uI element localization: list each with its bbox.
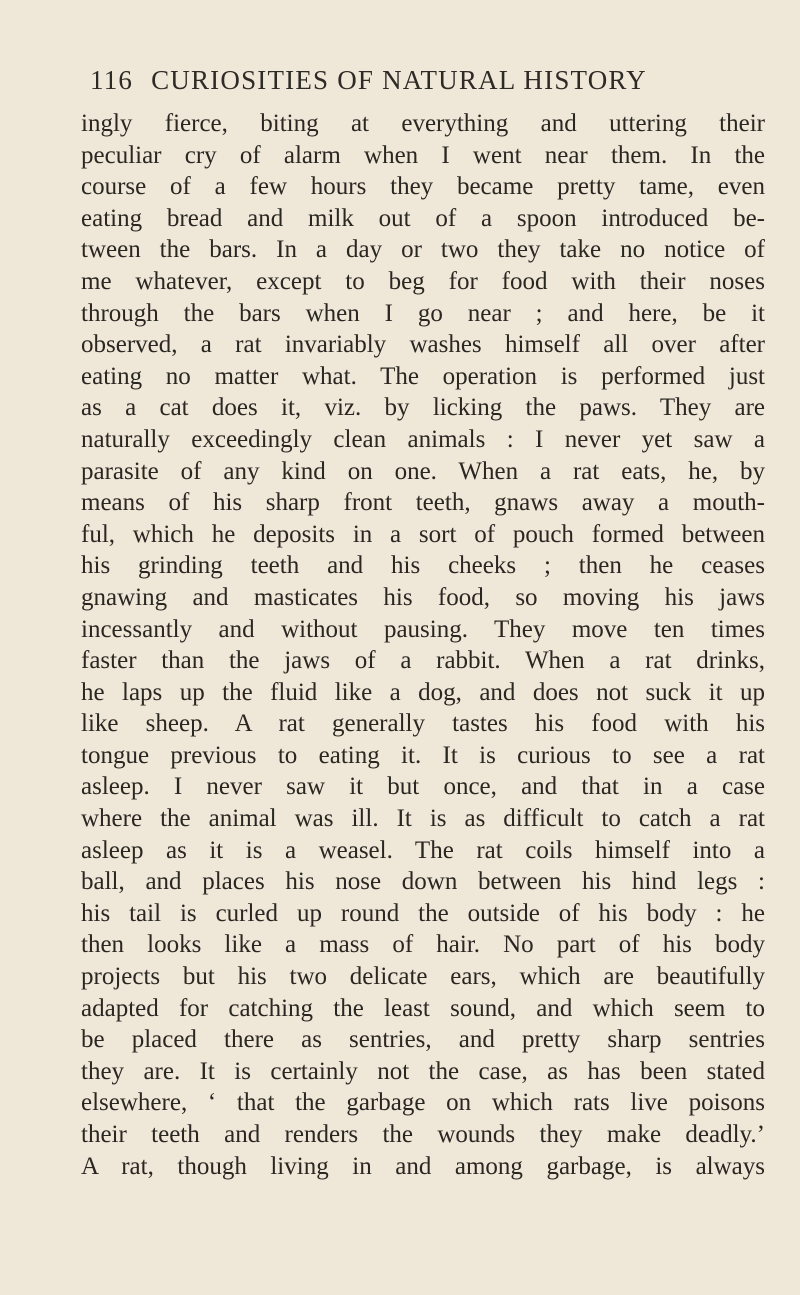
text-line: his tail is curled up round the outside of his body : he [81, 899, 765, 927]
text-line: gnawing and masticates his food, so moving his jaws [81, 583, 765, 611]
text-line: peculiar cry of alarm when I went near them. In the [81, 141, 765, 169]
text-line: asleep as it is a weasel. The rat coils himself into a [81, 836, 765, 864]
text-line: incessantly and without pausing. They move ten times [81, 615, 765, 643]
text-line: through the bars when I go near ; and here, be it [81, 299, 765, 327]
text-line: ful, which he deposits in a sort of pouch formed between [81, 520, 765, 548]
text-line: then looks like a mass of hair. No part of his body [81, 931, 765, 959]
text-line: elsewhere, ‘ that the garbage on which rats live poisons [81, 1089, 765, 1117]
text-line: projects but his two delicate ears, which are beautifully [81, 963, 765, 991]
text-line: where the animal was ill. It is as difficult to catch a rat [81, 805, 765, 833]
text-line: he laps up the fluid like a dog, and does not suck it up [81, 678, 765, 706]
running-title: CURIOSITIES OF NATURAL HISTORY [151, 65, 647, 95]
text-line: as a cat does it, viz. by licking the paws. They are [81, 394, 765, 422]
text-line: parasite of any kind on one. When a rat eats, he, by [81, 457, 765, 485]
text-line: ball, and places his nose down between his hind legs : [81, 868, 765, 896]
text-line: they are. It is certainly not the case, as has been stated [81, 1057, 765, 1085]
text-line: course of a few hours they became pretty tame, even [81, 173, 765, 201]
text-line: adapted for catching the least sound, and which seem to [81, 994, 765, 1022]
text-line: ingly fierce, biting at everything and uttering their [81, 110, 765, 137]
text-line: like sheep. A rat generally tastes his food with his [81, 710, 765, 738]
text-line: faster than the jaws of a rabbit. When a rat drinks, [81, 647, 765, 675]
text-line: tongue previous to eating it. It is curious to see a rat [81, 741, 765, 769]
text-line: their teeth and renders the wounds they make deadly.’ [81, 1121, 765, 1148]
text-line: asleep. I never saw it but once, and that in a case [81, 773, 765, 801]
text-line: A rat, though living in and among garbage, is always [81, 1152, 765, 1180]
text-line: eating no matter what. The operation is performed just [81, 362, 765, 390]
text-line: me whatever, except to beg for food with their noses [81, 267, 765, 295]
text-line: his grinding teeth and his cheeks ; then he ceases [81, 552, 765, 580]
text-line: means of his sharp front teeth, gnaws away a mouth- [81, 489, 765, 517]
text-line: be placed there as sentries, and pretty sharp sentries [81, 1026, 765, 1054]
text-line: tween the bars. In a day or two they take no notice of [81, 236, 765, 264]
running-head [90, 62, 720, 98]
text-line: naturally exceedingly clean animals : I never yet saw a [81, 425, 765, 453]
text-line: eating bread and milk out of a spoon introduced be- [81, 204, 765, 232]
page-number: 116 [90, 65, 134, 95]
text-line: observed, a rat invariably washes himself all over after [81, 331, 765, 359]
body-text [81, 108, 765, 1182]
